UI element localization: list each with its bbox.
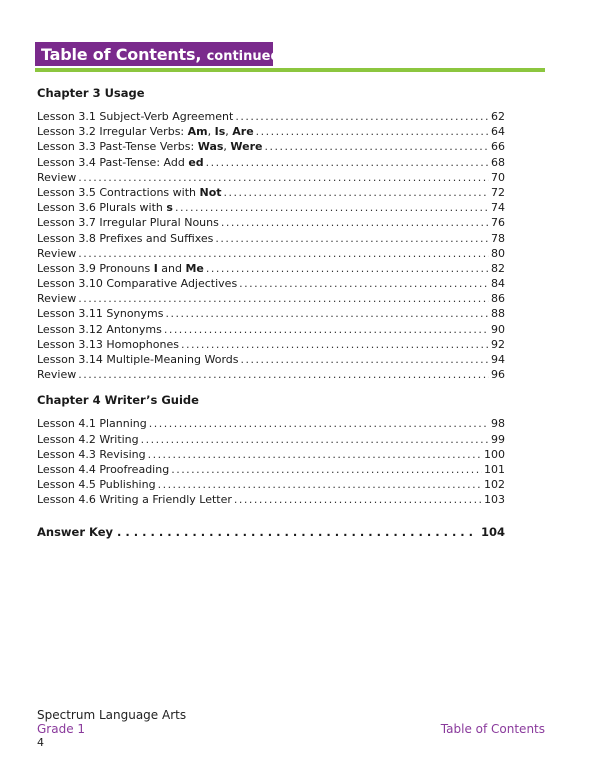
- leader-dots: [224, 185, 489, 200]
- toc-entry-page: 92: [491, 337, 505, 351]
- toc-entry-text: Lesson 4.6 Writing a Friendly Letter: [37, 493, 232, 507]
- toc-entry-text: Lesson 4.2 Writing: [37, 432, 139, 446]
- answer-key-entry[interactable]: [37, 524, 505, 540]
- toc-entry-page: 76: [491, 216, 505, 230]
- toc-entry-label: [37, 367, 76, 382]
- toc-entry[interactable]: [37, 261, 505, 276]
- toc-entry-page: 88: [491, 307, 505, 321]
- toc-entry-label: [37, 155, 204, 170]
- toc-entry-label: [37, 276, 237, 291]
- toc-entry-page: 70: [491, 170, 505, 184]
- toc-entry-label: [37, 306, 163, 321]
- leader-dots: [141, 432, 489, 447]
- toc-entry[interactable]: [37, 462, 505, 477]
- toc-entry-text: Lesson 3.9 Pronouns: [37, 261, 154, 275]
- toc-entry-text: Review: [37, 368, 77, 382]
- chapter-list: [37, 85, 505, 508]
- leader-dots: [221, 215, 489, 230]
- toc-entry-text: Lesson 4.3 Revising: [37, 447, 146, 461]
- toc-entry[interactable]: [37, 416, 505, 431]
- toc-entry[interactable]: [37, 200, 505, 215]
- toc-entry-keyword: Is: [214, 125, 226, 139]
- toc-entry-text: Lesson 3.8 Prefixes and Suffixes: [37, 231, 214, 245]
- toc-entry-page: 102: [484, 478, 505, 492]
- toc-entry-label: [37, 246, 76, 261]
- leader-dots: [149, 416, 489, 431]
- toc-entry-label: [37, 124, 254, 139]
- toc-entry-text: ,: [207, 125, 215, 139]
- toc-entry-page: 64: [491, 125, 505, 139]
- toc-entry-page: 98: [491, 417, 505, 431]
- toc-entry[interactable]: [37, 215, 505, 230]
- chapter-title: Chapter 3 Usage: [37, 86, 145, 100]
- toc-entry-text: Lesson 4.1 Planning: [37, 417, 147, 431]
- page-title: Table of Contents,: [41, 45, 207, 64]
- toc-entry-keyword: Me: [185, 261, 204, 275]
- footer-grade: Grade 1: [37, 722, 86, 736]
- toc-entry-text: Lesson 4.4 Proofreading: [37, 462, 170, 476]
- toc-entry-text: ,: [223, 140, 231, 154]
- toc-entry[interactable]: [37, 322, 505, 337]
- toc-entry[interactable]: [37, 352, 505, 367]
- leader-dots: [164, 322, 489, 337]
- chapter-block: [37, 392, 505, 507]
- toc-entry-keyword: Were: [230, 140, 263, 154]
- leader-dots: [206, 261, 489, 276]
- leader-dots: [165, 306, 489, 321]
- toc-entry[interactable]: [37, 124, 505, 139]
- toc-entry-text: Lesson 3.7 Irregular Plural Nouns: [37, 216, 219, 230]
- toc-entry-text: Review: [37, 292, 77, 306]
- toc-entry-page: 100: [484, 447, 505, 461]
- leader-dots: [158, 477, 482, 492]
- leader-dots: [239, 276, 489, 291]
- toc-entry[interactable]: [37, 306, 505, 321]
- toc-entry[interactable]: [37, 367, 505, 382]
- toc-entry-text: Lesson 3.4 Past-Tense: Add: [37, 155, 189, 169]
- leader-dots: [175, 200, 489, 215]
- page-title-continued: continued: [206, 49, 280, 64]
- toc-entry-label: [37, 200, 173, 215]
- leader-dots: [117, 524, 477, 540]
- toc-entry-page: 72: [491, 185, 505, 199]
- toc-entry-page: 84: [491, 277, 505, 291]
- toc-entry-page: 68: [491, 155, 505, 169]
- toc-entry-label: [37, 322, 162, 337]
- footer-section-title: Table of Contents: [440, 722, 545, 736]
- toc-entry-label: [37, 416, 147, 431]
- toc-entry-keyword: I: [153, 261, 158, 275]
- toc-entry[interactable]: [37, 109, 505, 124]
- toc-entry-page: 90: [491, 322, 505, 336]
- leader-dots: [241, 352, 490, 367]
- toc-entry-keyword: s: [166, 201, 173, 215]
- leader-dots: [234, 492, 482, 507]
- chapter-title: Chapter 4 Writer’s Guide: [37, 393, 199, 408]
- toc-entry-text: Lesson 4.5 Publishing: [37, 478, 156, 492]
- leader-dots: [235, 109, 489, 124]
- leader-dots: [181, 337, 489, 352]
- toc-entry-page: 62: [491, 110, 505, 123]
- leader-dots: [148, 447, 482, 462]
- leader-dots: [78, 367, 489, 382]
- toc-entry-page: 78: [491, 231, 505, 245]
- toc-entry[interactable]: [37, 291, 505, 306]
- toc-entry-page: 99: [491, 432, 505, 446]
- leader-dots: [171, 462, 482, 477]
- toc-entry[interactable]: [37, 432, 505, 447]
- leader-dots: [78, 291, 489, 306]
- toc-entry-text: Lesson 3.2 Irregular Verbs:: [37, 125, 188, 139]
- toc-entry-text: Review: [37, 170, 77, 184]
- toc-entry-keyword: Am: [187, 125, 208, 139]
- toc-entry-page: 101: [484, 462, 505, 476]
- toc-entry-text: Lesson 3.6 Plurals with: [37, 201, 167, 215]
- toc-entry-page: 94: [491, 353, 505, 366]
- toc-entry-text: ,: [225, 125, 233, 139]
- toc-entry-text: Lesson 3.12 Antonyms: [37, 322, 162, 336]
- toc-entry[interactable]: [37, 492, 505, 507]
- chapter-block: [37, 85, 505, 382]
- leader-dots: [78, 246, 489, 261]
- leader-dots: [256, 124, 489, 139]
- toc-entry-label: [37, 185, 222, 200]
- leader-dots: [206, 155, 489, 170]
- leader-dots: [215, 231, 489, 246]
- toc-entry-text: Lesson 3.11 Synonyms: [37, 307, 164, 321]
- toc-entry-page: 82: [491, 261, 505, 275]
- toc-entry-label: [37, 477, 156, 492]
- toc-entry[interactable]: [37, 170, 505, 185]
- toc-entry[interactable]: [37, 246, 505, 261]
- toc-entry-keyword: ed: [188, 155, 204, 169]
- toc-entry-label: [37, 215, 219, 230]
- toc-entry-label: [37, 291, 76, 306]
- toc-entry-label: [37, 170, 76, 185]
- toc-entry-page: 80: [491, 246, 505, 260]
- toc-entry-keyword: Was: [197, 140, 224, 154]
- toc-entry-text: and: [157, 261, 186, 275]
- toc-entry[interactable]: [37, 337, 505, 352]
- toc-entry[interactable]: [37, 477, 505, 492]
- toc-entry-text: Lesson 3.14 Multiple-Meaning Words: [37, 353, 239, 366]
- toc-entry-label: [37, 492, 232, 507]
- toc-entry-text: Lesson 3.5 Contractions with: [37, 185, 200, 199]
- toc-entry-label: [37, 261, 204, 276]
- toc-entry-label: [37, 139, 263, 154]
- page-header-banner: [35, 42, 280, 66]
- toc-entry-label: [37, 109, 233, 124]
- toc-entry-label: [37, 432, 139, 447]
- toc-entry[interactable]: [37, 185, 505, 200]
- toc-entry-page: 74: [491, 201, 505, 215]
- toc-entry-text: Lesson 3.10 Comparative Adjectives: [37, 277, 238, 291]
- toc-entry[interactable]: [37, 276, 505, 291]
- toc-entry[interactable]: [37, 139, 505, 154]
- answer-key-page: 104: [480, 524, 505, 539]
- toc-entry-label: [37, 337, 179, 352]
- toc-entry-text: Lesson 3.13 Homophones: [37, 337, 179, 351]
- toc-entry[interactable]: [37, 447, 505, 462]
- toc-entry-label: [37, 352, 239, 367]
- toc-entry-keyword: Not: [199, 185, 222, 199]
- toc-entry[interactable]: [37, 155, 505, 170]
- toc-entry-text: Review: [37, 246, 77, 260]
- toc-entry-text: Lesson 3.1 Subject-Verb Agreement: [37, 110, 234, 123]
- page-number: 4: [37, 736, 44, 749]
- toc-entry[interactable]: [37, 231, 505, 246]
- leader-dots: [78, 170, 489, 185]
- toc-entry-label: [37, 231, 213, 246]
- toc-entry-label: [37, 447, 146, 462]
- toc-entry-page: 96: [491, 368, 505, 382]
- header-divider: [35, 68, 545, 72]
- toc-entry-keyword: Are: [232, 125, 254, 139]
- toc-entry-page: 103: [484, 493, 505, 507]
- toc-entry-text: Lesson 3.3 Past-Tense Verbs:: [37, 140, 198, 154]
- footer-series-title: Spectrum Language Arts: [37, 708, 187, 722]
- toc-entry-page: 86: [491, 292, 505, 306]
- toc-entry-page: 66: [491, 140, 505, 154]
- table-of-contents: [37, 85, 505, 540]
- leader-dots: [265, 139, 489, 154]
- toc-entry-label: [37, 462, 169, 477]
- answer-key-label: Answer Key: [37, 524, 114, 539]
